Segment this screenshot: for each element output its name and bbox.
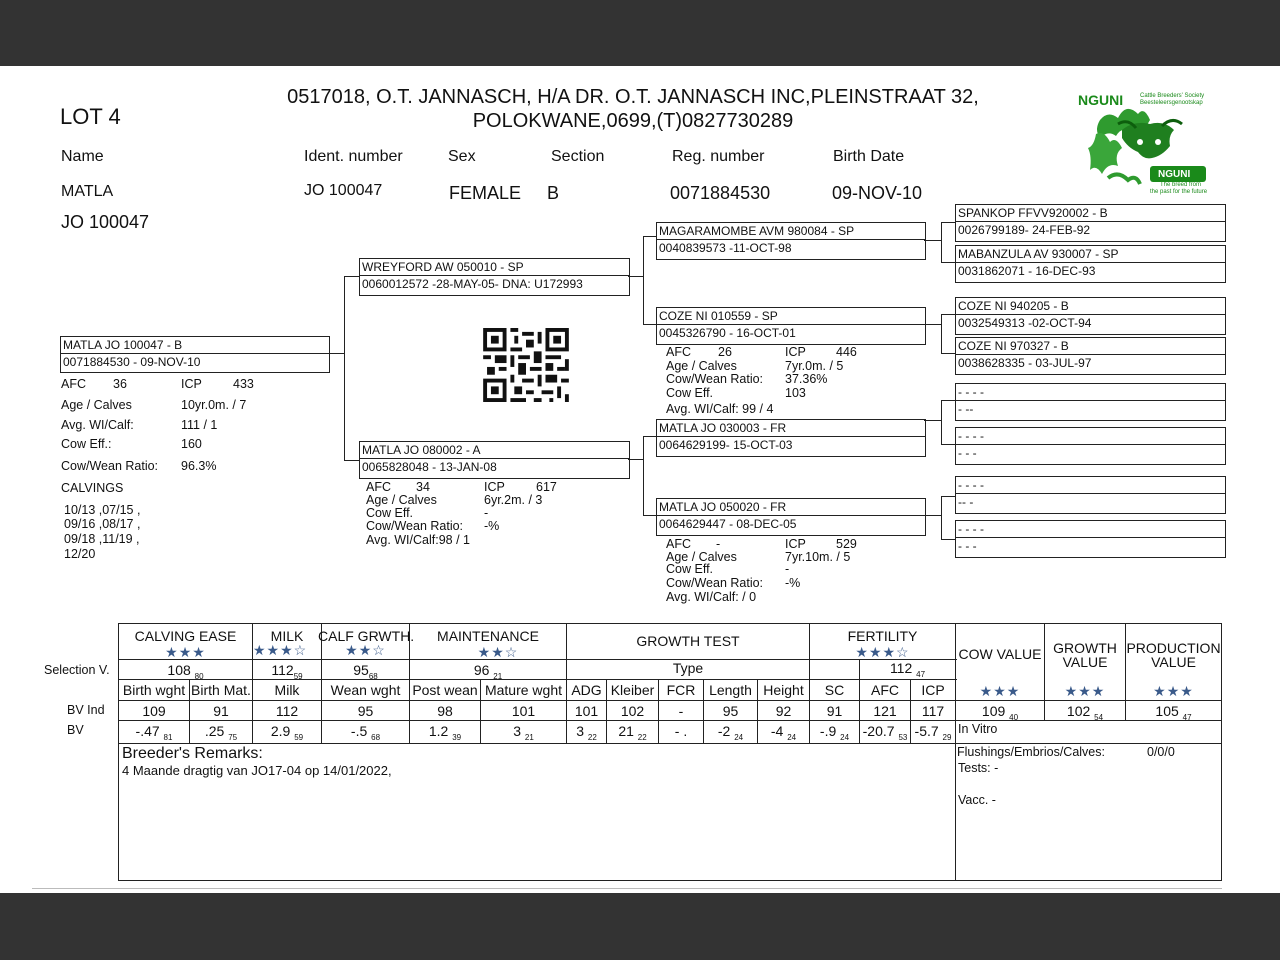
ggp-box-8: [955, 520, 1226, 558]
qr-code: [482, 328, 570, 402]
dam-icp-label: ICP: [484, 480, 505, 494]
growth-value-stars: ★★★: [1064, 683, 1106, 699]
animal-ratio: 96.3%: [181, 459, 217, 473]
animal-icp-label: ICP: [181, 377, 202, 391]
flushings-label: Flushings/Embrios/Calves:: [957, 745, 1105, 759]
bv-sc: -.9 $_{24}$: [819, 723, 850, 742]
dam-afc-label: AFC: [366, 480, 391, 494]
ggp-3-name: COZE NI 940205 - B: [958, 299, 1069, 313]
bv-fcr: - .: [674, 723, 688, 739]
gd2-ratio-label: Cow/Wean Ratio:: [666, 576, 764, 590]
dam-ratio-label: Cow/Wean Ratio:: [366, 519, 464, 533]
bv-birth-maternal: .25 $_{75}$: [204, 723, 238, 742]
gd2-ratio: -%: [785, 576, 801, 590]
column-header-birth-weight: Birth wght: [122, 682, 186, 698]
section-label: Section: [551, 148, 605, 165]
dam-eff-label: Cow Eff.: [366, 506, 414, 520]
column-header-afc: AFC: [871, 682, 899, 698]
ggp-7-reg: -- -: [958, 495, 974, 509]
bv-ind-length: 95: [722, 703, 739, 719]
gd1-eff-label: Cow Eff.: [666, 386, 714, 400]
ggp-box-1: [955, 204, 1226, 242]
dam-ratio: -%: [484, 519, 500, 533]
column-header-length: Length: [709, 682, 752, 698]
gd1-icp-label: ICP: [785, 345, 806, 359]
dam-eff: -: [484, 506, 489, 520]
maternal-grandsire-reg: 0064629199- 15-OCT-03: [659, 438, 793, 452]
paternal-granddam-box: [656, 307, 926, 345]
ggp-2-name: MABANZULA AV 930007 - SP: [958, 247, 1119, 261]
maternal-grandsire-box: [656, 419, 926, 457]
gd2-age: 7yr.10m. / 5: [785, 550, 851, 564]
bv-milk: 2.9 $_{59}$: [270, 723, 304, 742]
bv-ind-cow-value: 109 $_{40}$: [981, 703, 1019, 722]
bv-ind-post-wean: 98: [437, 703, 453, 719]
bv-ind-birth-maternal: 91: [213, 703, 229, 719]
growth-type-label: Type: [672, 660, 704, 676]
bv-ind-adg: 101: [574, 703, 599, 719]
header-growth-value-1: GROWTH: [1053, 640, 1117, 656]
header-calf-growth: CALF GRWTH.: [318, 628, 415, 644]
ggp-box-6: [955, 427, 1226, 465]
column-header-height: Height: [763, 682, 804, 698]
column-header-fcr: FCR: [666, 682, 696, 698]
bv-post-wean: 1.2 $_{39}$: [428, 723, 462, 742]
reg-label: Reg. number: [672, 148, 765, 165]
animal-ratio-label: Cow/Wean Ratio:: [61, 459, 159, 473]
breeders-remarks-label: Breeder's Remarks:: [122, 745, 263, 762]
maintenance-stars: ★★☆: [477, 644, 519, 660]
ggp-1-name: SPANKOP FFVV920002 - B: [958, 206, 1108, 220]
calvings-label: CALVINGS: [61, 481, 124, 495]
viewer-bottom-bar: [0, 893, 1280, 960]
vaccinations-value: Vacc. -: [958, 793, 996, 807]
bv-height: -4 $_{24}$: [770, 723, 797, 742]
gd2-afc-label: AFC: [666, 537, 691, 551]
dam-afc: 34: [416, 480, 430, 494]
ggp-box-4: [955, 337, 1226, 375]
bv-ind-icp: 117: [921, 703, 945, 719]
gd2-icp: 529: [836, 537, 857, 551]
ggp-3-reg: 0032549313 -02-OCT-94: [958, 316, 1092, 330]
ident-label: Ident. number: [304, 148, 403, 165]
animal-box: [60, 336, 330, 373]
gd1-eff: 103: [785, 386, 806, 400]
gd1-ratio-label: Cow/Wean Ratio:: [666, 372, 764, 386]
bv-ind-afc: 121: [873, 703, 897, 719]
selection-calving-ease: 108 $_{80}$: [167, 662, 204, 681]
column-header-post-wean: Post wean: [412, 682, 478, 698]
bv-ind-fcr: -: [678, 703, 684, 719]
name-value: MATLA: [61, 183, 114, 200]
animal-age: 10yr.0m. / 7: [181, 398, 247, 412]
ggp-box-7: [955, 476, 1226, 514]
gd2-age-label: Age / Calves: [666, 550, 737, 564]
lot-number: LOT 4: [60, 104, 121, 129]
fertility-stars: ★★★☆: [855, 644, 910, 660]
header-growth-value-2: VALUE: [1062, 654, 1108, 670]
maternal-granddam-box: [656, 498, 926, 536]
animal-age-label: Age / Calves: [61, 398, 132, 412]
gd2-wl: Avg. WI/Calf: / 0: [666, 590, 757, 604]
bv-ind-sc: 91: [826, 703, 843, 719]
reg-value: 0071884530: [670, 183, 771, 203]
bv-afc: -20.7 $_{53}$: [862, 723, 908, 742]
ggp-5-reg: - --: [958, 402, 974, 416]
bv-ind-wean-weight: 95: [357, 703, 374, 719]
animal-afc: 36: [113, 377, 127, 391]
logo-badge: NGUNI: [1158, 169, 1191, 180]
selection-fertility: 112 $_{47}$: [889, 660, 926, 679]
in-vitro-label: In Vitro: [958, 722, 998, 736]
gd2-eff: -: [785, 562, 790, 576]
logo-tagline-2: the past for the future: [1150, 189, 1208, 195]
ggp-box-2: [955, 245, 1226, 283]
maternal-grandsire-name: MATLA JO 030003 - FR: [659, 421, 787, 435]
dam-icp: 617: [536, 480, 557, 494]
gd1-afc-label: AFC: [666, 345, 691, 359]
maternal-granddam-name: MATLA JO 050020 - FR: [659, 500, 787, 514]
header-cow-value: COW VALUE: [958, 646, 1042, 662]
calvings-line-4: 12/20: [64, 547, 96, 561]
gd1-age-label: Age / Calves: [666, 359, 737, 373]
ggp-box-3: [955, 297, 1226, 335]
ggp-5-name: - - - -: [958, 385, 984, 399]
header-production-value-1: PRODUCTION: [1126, 640, 1221, 656]
maternal-granddam-reg: 0064629447 - 08-DEC-05: [659, 517, 797, 531]
name-label: Name: [61, 148, 104, 165]
header-calving-ease: CALVING EASE: [134, 628, 237, 644]
calvings-line-1: 10/13 ,07/15 ,: [64, 503, 141, 517]
bv-adg: 3 $_{22}$: [576, 723, 597, 742]
bv-ind-height: 92: [775, 703, 792, 719]
ggp-4-reg: 0038628335 - 03-JUL-97: [958, 356, 1092, 370]
flushings-value: 0/0/0: [1147, 745, 1175, 759]
logo-tagline-1: The breed from: [1160, 182, 1202, 188]
column-header-wean-weight: Wean wght: [330, 682, 401, 698]
column-header-adg: ADG: [571, 682, 602, 698]
logo-subtitle-2: Beesteleersgenootskap: [1140, 100, 1203, 106]
selection-maintenance: 96 $_{21}$: [473, 662, 503, 681]
bv-label: BV: [67, 723, 84, 737]
selection-label: Selection V.: [44, 663, 110, 677]
ggp-8-name: - - - -: [958, 522, 984, 536]
animal-eff-label: Cow Eff.:: [61, 437, 112, 451]
bv-ind-production-value: 105 $_{47}$: [1155, 703, 1192, 722]
section-value: B: [547, 183, 560, 203]
calvings-line-3: 09/18 ,11/19 ,: [64, 532, 140, 546]
bv-birth-weight: -.47 $_{81}$: [135, 723, 173, 742]
ggp-7-name: - - - -: [958, 478, 984, 492]
gd2-eff-label: Cow Eff.: [666, 562, 714, 576]
column-header-birth-maternal: Birth Mat.: [191, 682, 251, 698]
gd2-afc: -: [716, 537, 721, 551]
dam-box: [359, 441, 630, 479]
dam-age: 6yr.2m. / 3: [484, 493, 543, 507]
gd1-age: 7yr.0m. / 5: [785, 359, 844, 373]
paternal-grandsire-name: MAGARAMOMBE AVM 980084 - SP: [659, 224, 855, 238]
bv-icp: -5.7 $_{29}$: [914, 723, 952, 742]
animal-name: MATLA JO 100047 - B: [63, 338, 183, 352]
dam-reg: 0065828048 - 13-JAN-08: [362, 460, 497, 474]
cow-value-stars: ★★★: [979, 683, 1021, 699]
calf-growth-stars: ★★☆: [345, 642, 386, 658]
sire-box: [359, 258, 630, 296]
ident-value: JO 100047: [304, 182, 383, 199]
viewer-top-bar: [0, 0, 1280, 66]
animal-icp: 433: [233, 377, 254, 391]
ggp-6-name: - - - -: [958, 429, 984, 443]
selection-calf-growth: $95_{68}$: [353, 662, 378, 681]
column-header-mature-weight: Mature wght: [484, 682, 563, 698]
paternal-granddam-name: COZE NI 010559 - SP: [659, 309, 778, 323]
header-milk: MILK: [270, 628, 304, 644]
bv-ind-growth-value: 102 $_{54}$: [1066, 703, 1104, 722]
gd2-icp-label: ICP: [785, 537, 806, 551]
gd1-ratio: 37.36%: [785, 372, 828, 386]
birth-value: 09-NOV-10: [832, 183, 923, 203]
animal-afc-label: AFC: [61, 377, 86, 391]
sex-value: FEMALE: [449, 183, 522, 203]
ggp-8-reg: - - -: [958, 539, 977, 553]
bv-ind-mature-weight: 101: [511, 703, 536, 719]
header-fertility: FERTILITY: [847, 628, 918, 644]
column-header-milk: Milk: [274, 682, 300, 698]
header-growth-test: GROWTH TEST: [636, 633, 740, 649]
header-production-value-2: VALUE: [1151, 654, 1196, 670]
sire-name: WREYFORD AW 050010 - SP: [362, 260, 524, 274]
bv-ind-label: BV Ind: [67, 703, 105, 717]
header-maintenance: MAINTENANCE: [437, 628, 539, 644]
bv-ind-birth-weight: 109: [142, 703, 166, 719]
production-value-stars: ★★★: [1153, 683, 1194, 699]
sire-reg: 0060012572 -28-MAY-05- DNA: U172993: [362, 277, 583, 291]
selection-milk: $112_{59}$: [271, 662, 303, 681]
bv-ind-kleiber: 102: [620, 703, 645, 719]
animal-reg: 0071884530 - 09-NOV-10: [63, 355, 201, 369]
column-header-icp: ICP: [921, 682, 945, 698]
column-header-kleiber: Kleiber: [610, 682, 655, 698]
paternal-granddam-reg: 0045326790 - 16-OCT-01: [659, 326, 796, 340]
tests-value: Tests: -: [958, 761, 999, 775]
ggp-6-reg: - - -: [958, 446, 977, 460]
bv-ind-milk: 112: [275, 703, 299, 719]
ggp-4-name: COZE NI 970327 - B: [958, 339, 1069, 353]
breeders-remarks-text: 4 Maande dragtig van JO17-04 op 14/01/2022,: [122, 763, 392, 778]
logo-subtitle-1: Cattle Breeders' Society: [1140, 93, 1205, 99]
dam-name: MATLA JO 080002 - A: [362, 443, 481, 457]
paternal-grandsire-box: [656, 222, 926, 260]
logo-text: NGUNI: [1078, 92, 1124, 108]
owner-line-2: POLOKWANE,0699,(T)0827730289: [472, 110, 794, 132]
ggp-1-reg: 0026799189- 24-FEB-92: [958, 223, 1091, 237]
birth-label: Birth Date: [833, 148, 905, 165]
bv-kleiber: 21 $_{22}$: [618, 723, 647, 742]
sex-label: Sex: [448, 148, 476, 165]
ggp-2-reg: 0031862071 - 16-DEC-93: [958, 264, 1096, 278]
gd1-afc: 26: [718, 345, 732, 359]
ggp-box-5: [955, 383, 1226, 421]
calvings-line-2: 09/16 ,08/17 ,: [64, 517, 141, 531]
animal-wl: 111 / 1: [181, 418, 218, 432]
bv-wean-weight: -.5 $_{68}$: [350, 723, 381, 742]
bv-mature-weight: 3 $_{21}$: [513, 723, 534, 742]
nguni-logo: [1078, 90, 1212, 196]
bv-length: -2 $_{24}$: [717, 723, 744, 742]
dam-wl: Avg. WI/Calf:98 / 1: [366, 533, 470, 547]
animal-eff: 160: [181, 437, 202, 451]
ident-large: JO 100047: [61, 212, 150, 232]
animal-wl-label: Avg. WI/Calf:: [61, 418, 134, 432]
milk-stars: ★★★☆: [253, 642, 308, 658]
owner-line-1: 0517018, O.T. JANNASCH, H/A DR. O.T. JANNASCH INC,PLEINSTRAAT 32,: [287, 86, 979, 108]
column-header-sc: SC: [824, 682, 845, 698]
dam-age-label: Age / Calves: [366, 493, 437, 507]
paternal-grandsire-reg: 0040839573 -11-OCT-98: [659, 241, 792, 255]
gd1-icp: 446: [836, 345, 857, 359]
calving-ease-stars: ★★★: [165, 644, 206, 660]
gd1-wl: Avg. WI/Calf: 99 / 4: [666, 402, 774, 416]
